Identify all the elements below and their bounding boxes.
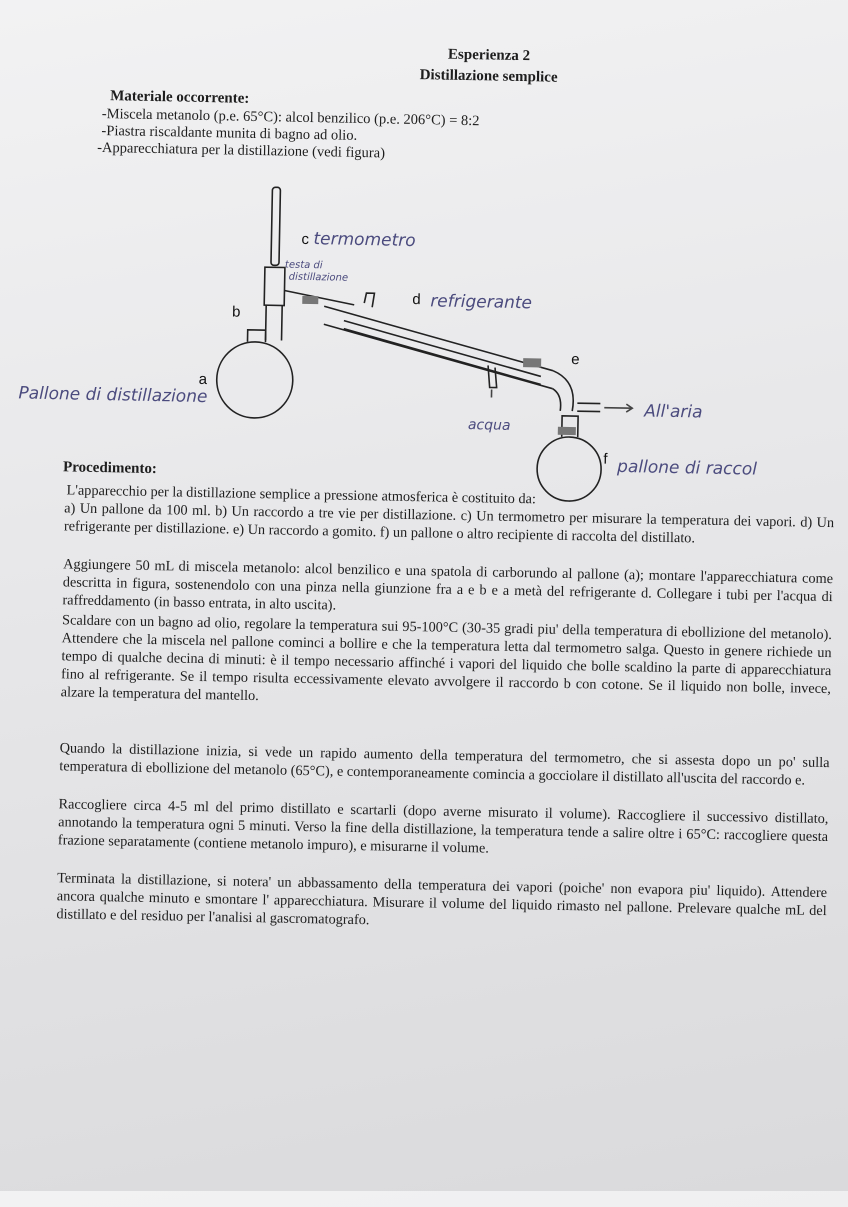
distillation-flask <box>216 341 293 418</box>
procedure-step-finish: Terminata la distillazione, si notera' un abbassamento della temperatura dei vapori (poiche' non evapora piu' liquido). Attendere ancora qualche minuto e smontare l' apparecchiatura. Misurare il volume del liquido rimasto nel pallone. Prelevare qualche mL del distillato e del residuo per l'analisi al gascromatografo. <box>56 870 828 929</box>
note-head-1: testa di <box>284 259 323 272</box>
procedure-step-collect: Raccogliere circa 4-5 ml del primo distillato e scartarli (dopo averne misurato il volume). Raccogliere il successivo distillato, annotando la temperatura ogni 5 minuti. Verso la fine della distillazione, la temperatura tende a salire oltre i 65°C: raccogliere questa frazione separatamente (contiene metanolo impuro), e misurarne il volume. <box>57 796 829 857</box>
note-flask: Pallone di distillazione <box>18 383 208 408</box>
note-thermometer: termometro <box>313 229 416 252</box>
note-condenser: refrigerante <box>430 291 533 314</box>
label-e: e <box>571 351 580 369</box>
materials-line-3: -Apparecchiatura per la distillazione (vedi figura) <box>97 139 386 162</box>
label-f: f <box>603 450 608 468</box>
thermometer <box>271 187 280 265</box>
label-b: b <box>231 303 241 321</box>
experiment-number: Esperienza 2 <box>447 46 531 65</box>
procedure-intro: L'apparecchio per la distillazione semplice a pressione atmosferica è costituito da: <box>66 482 537 508</box>
note-air: All'aria <box>644 401 703 423</box>
procedure-step-distill: Quando la distillazione inizia, si vede un rapido aumento della temperatura del termometro, che si assesta dopo un po' sulla temperatura di ebollizione del metanolo (65°C), e contemporaneamente comincia a gocciolare il distillato all'uscita del raccordo e. <box>59 740 830 789</box>
procedure-step-assemble: Aggiungere 50 mL di miscela metanolo: alcol benzilico e una spatola di carborundo al pallone (a); montare l'apparecchiatura come descritta in figura, sostenendolo con una pinza nella giunzione fra a e b e a metà del refrigerante d. Collegare i tubi per l'acqua di raffreddamento (in basso entrata, in alto uscita). <box>62 556 834 614</box>
label-d: d <box>412 290 421 309</box>
label-c: c <box>301 230 310 248</box>
procedure-heading: Procedimento: <box>62 459 158 478</box>
procedure-step-heat: Scaldare con un bagno ad olio, regolare la temperatura sui 95-100°C (30-35 gradi piu' della temperatura di ebollizione del metanolo). Attendere che la miscela nel pallone cominci a bollire e che la temperatura letta dal termometro salga. Questo in genere richiede un tempo di qualche decina di minuti: è il tempo necessario affinché i vapori del liquido che bolle scaldino la parte di apparecchiatura fino al refrigerante. Se il tempo risulta eccessivamente elevato avvolgere il raccordo b con cotone. Se il liquido non bolle, invece, alzare la temperatura del mantello. <box>60 612 833 705</box>
water-inlet <box>488 365 497 387</box>
materials-line-2: -Piastra riscaldante munita di bagno ad olio. <box>101 122 358 144</box>
experiment-title: Distillazione semplice <box>419 67 558 86</box>
condenser-inner <box>343 321 542 385</box>
procedure-components: a) Un pallone da 100 ml. b) Un raccordo a tre vie per distillazione. c) Un termometro per misurare la temperatura dei vapori. d) Un refrigerante per distillazione. e) Un raccordo a gomito. f) un pallone o altro recipiente di raccolta del distillato. <box>63 500 835 547</box>
label-a: a <box>198 370 208 389</box>
materials-line-1: -Miscela metanolo (p.e. 65°C): alcol benzilico (p.e. 206°C) = 8:2 <box>101 105 480 130</box>
water-outlet <box>364 293 374 307</box>
note-head-2: distillazione <box>288 271 349 284</box>
note-water: acqua <box>467 417 511 434</box>
materials-heading: Materiale occorrente: <box>110 88 250 107</box>
joint-clips <box>300 296 579 435</box>
three-way-adapter <box>264 267 285 305</box>
note-receiver: pallone di raccol <box>616 456 758 480</box>
bend-adapter <box>552 371 574 411</box>
